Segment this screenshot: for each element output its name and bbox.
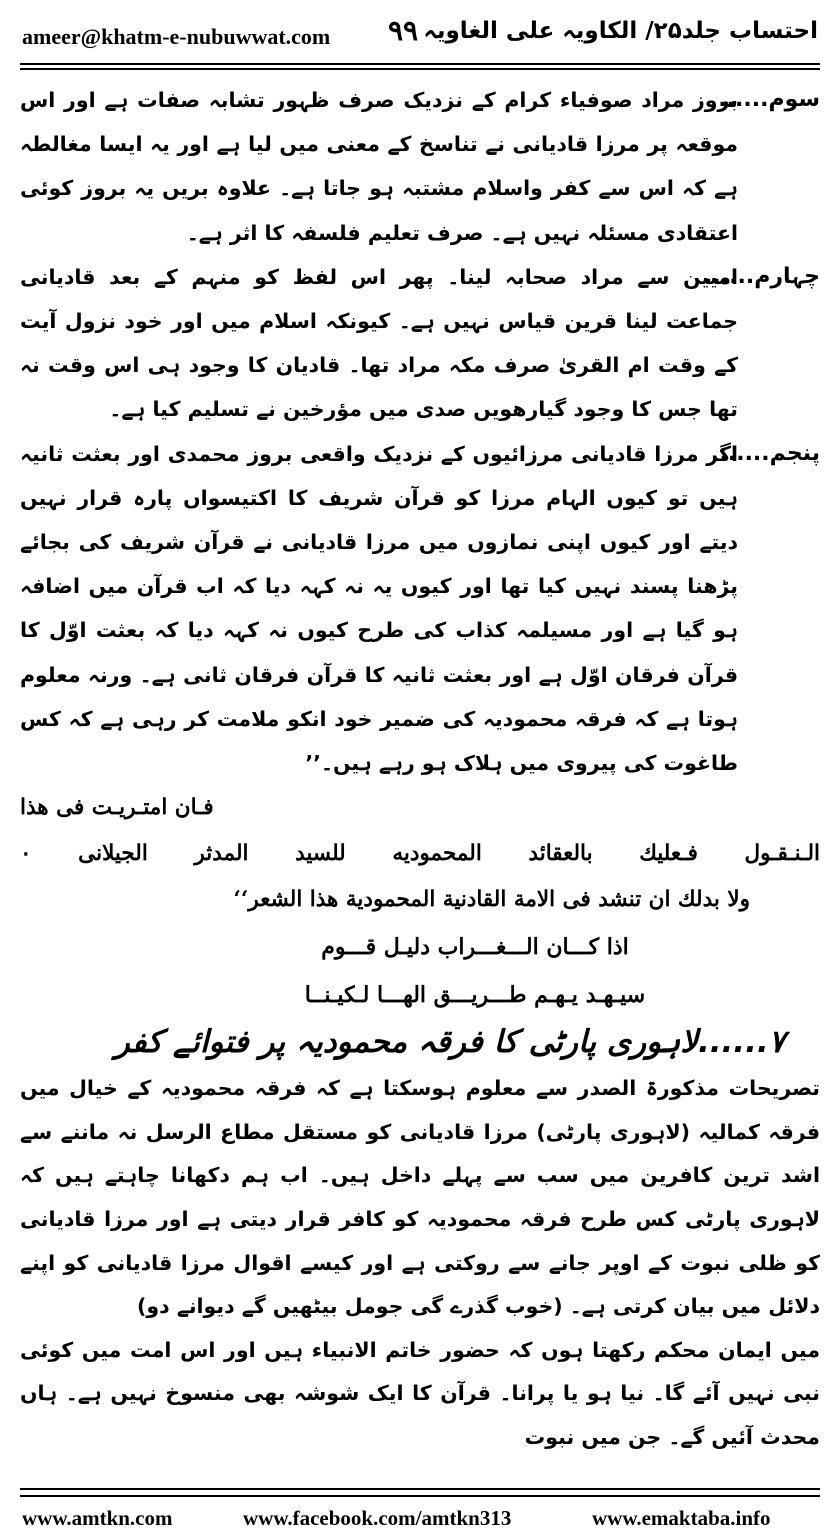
paragraph: میں ایمان محکم رکھتا ہوں کہ حضور خاتم الانبیاء ہیں اور اس امت میں کوئی نبی نہیں آئے گا۔ نیا ہو یا پرانا۔ قرآن کا ایک شوشہ بھی منسوخ نہیں ہے۔ ہاں محدث آئیں گے۔ جن میں نبوت	[20, 1337, 820, 1449]
arabic-line: الـنـقـول فـعليك بالعقائد المحموديه للسيد المدثر الجيلانى ٠	[20, 841, 820, 867]
section-fourth	[20, 255, 820, 432]
header-rule-top	[20, 63, 820, 65]
footer-rule-bottom	[20, 1495, 820, 1497]
footer-link-amtkn[interactable]: www.amtkn.com	[22, 1506, 173, 1530]
book-title: احتساب جلد۲۵/ الکاویہ علی الغاویہ	[423, 18, 818, 44]
poem-verse-2: سيـهـد يـهـم طـــريـــق الهـــا لـكيـنــا	[304, 982, 646, 1009]
section-label: چہارم......	[704, 263, 820, 289]
section-label: پنجم......	[719, 440, 820, 466]
page-footer	[0, 1506, 840, 1536]
page-body	[20, 78, 820, 1460]
section-text: بروز مراد صوفیاء کرام کے نزدیک صرف ظہور تشابہ صفات ہے اور اس موقعہ پر مرزا قادیانی نے تناسخ کے معنی میں لیا ہے اور یہ ایسا مغالطہ ہے کہ اس سے کفر واسلام مشتبہ ہو جاتا ہے۔ علاوہ بریں یہ بروز کوئی اعتقادی مسئلہ نہیں ہے۔ صرف تعلیم فلسفہ کا اثر ہے۔	[20, 88, 738, 245]
page-number: ۹۹	[388, 14, 419, 47]
section-text: امیین سے مراد صحابہ لینا۔ پھر اس لفظ کو منہم کے بعد قادیانی جماعت لینا قرین قیاس نہیں ہے۔ کیونکہ اسلام میں اور خود نزول آیت کے وقت ام القریٰ صرف مکہ مراد تھا۔ قادیان کا وجود ہی اس وقت نہ تھا جس کا وجود گیارھویں صدی میں مؤرخین نے تسلیم کیا ہے۔	[20, 264, 738, 422]
poem-verse-1: اذا كـــان الـــغـــراب دليـل قـــوم	[321, 934, 629, 961]
arabic-line: ولا بدلك ان تنشد فى الامة القادنية المحمودية هذا الشعر‘‘	[233, 887, 750, 913]
section-heading: ۷......لاہوری پارٹی کا فرقہ محمودیہ پر فتوائے کفر	[114, 1024, 786, 1061]
footer-link-facebook[interactable]: www.facebook.com/amtkn313	[243, 1506, 512, 1530]
footer-rule-top	[20, 1488, 820, 1490]
header-rule-bottom	[20, 68, 820, 70]
section-fifth	[20, 432, 820, 786]
section-label: سوم......	[718, 87, 820, 112]
page-header	[0, 0, 840, 70]
paragraph: تصریحات مذکورۃ الصدر سے معلوم ہوسکتا ہے کہ فرقہ محمودیہ کے خیال میں فرقہ کمالیہ (لاہوری پارٹی) مرزا قادیانی کو مستقل مطاع الرسل نہ ماننے سے اشد ترین کافرین میں سب سے پہلے داخل ہیں۔ اب ہم دکھانا چاہتے ہیں کہ لاہوری پارٹی کس طرح فرقہ محمودیہ کو کافر قرار دیتی ہے اور مرزا قادیانی کو ظلی نبوت کے اوپر جانے سے روکتی ہے اور کیسے اقوال مرزا قادیانی کو اپنے دلائل میں بیان کرتی ہے۔ (خوب گذرے گی جومل بیٹھیں گے دیوانے دو)	[20, 1076, 820, 1319]
header-email: ameer@khatm-e-nubuwwat.com	[22, 24, 331, 49]
section-text: اگر مرزا قادیانی مرزائیوں کے نزدیک واقعی بروز محمدی اور بعثت ثانیہ ہیں تو کیوں الہام مرزا کو قرآن شریف کا اکتیسواں پارہ قرار نہیں دیتے اور کیوں اپنی نمازوں میں مرزا قادیانی نے قرآن شریف کی بجائے پڑھنا پسند نہیں کیا تھا اور کیوں یہ نہ کہہ دیا کہ اب قرآن میں اضافہ ہو گیا ہے اور مسیلمہ کذاب کی طرح کیوں نہ کہہ دیا کہ بعثت اوّل کا قرآن فرقان اوّل ہے اور بعثت ثانیہ کا قرآن فرقان ثانی ہے۔ ورنہ معلوم ہوتا ہے کہ فرقہ محمودیہ کی ضمیر خود انکو ملامت کر رہی ہے کہ کس طاغوت کی پیروی میں ہلاک ہو رہے ہیں۔’’	[20, 441, 738, 776]
footer-link-emaktaba[interactable]: www.emaktaba.info	[592, 1506, 771, 1530]
section-third	[20, 78, 820, 255]
arabic-line: فـان امتـريـت فى هذا	[20, 795, 214, 821]
